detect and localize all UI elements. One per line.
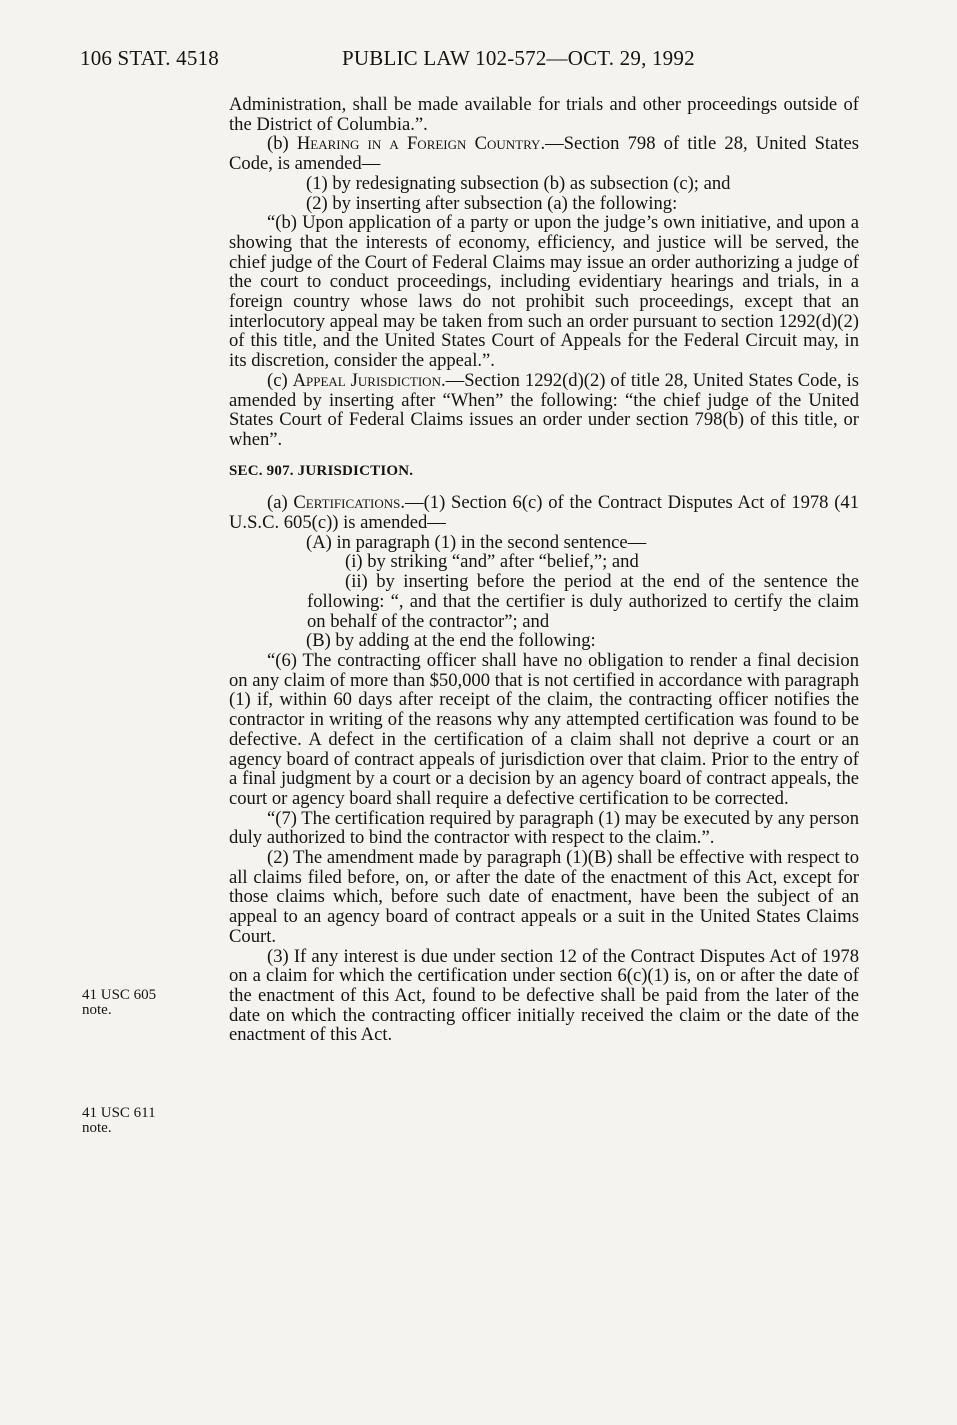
paragraph-3: (3) If any interest is due under section 12 of the Contract Disputes Act of 1978 on a claim for which the certification under section 6(c)(1) is, on or after the date of the enactment of this Act, found to be defective shall be paid from the later of the date on which the contracting officer initially received the claim or the date of the enactment of this Act. bbox=[229, 945, 859, 1046]
paragraph: (B) by adding at the end the following: bbox=[306, 630, 596, 652]
margin-note-41-usc-611 bbox=[82, 1106, 192, 1136]
subsection-text: .—Section 1292(d)(2) of title 28, United States Code, is amended by inserting after “When” the following: “the chief judge of the United States Court of Federal Claims issues an order under section 798(b) of this title, or when”. bbox=[229, 369, 859, 450]
margin-note-line: note. bbox=[82, 1002, 112, 1018]
subsection-caption: Certifications bbox=[293, 492, 401, 514]
paragraph: (A) in paragraph (1) in the second sentence— bbox=[306, 531, 647, 553]
subsection-text: .—(1) Section 6(c) of the Contract Disputes Act of 1978 (41 U.S.C. 605(c)) is amended— bbox=[229, 492, 859, 534]
stat-page-number: 106 STAT. 4518 bbox=[80, 46, 219, 70]
paragraph: Administration, shall be made available for trials and other proceedings outside of the District of Columbia.”. bbox=[229, 94, 859, 135]
subsection-a bbox=[229, 493, 859, 532]
subsection-label: (a) bbox=[267, 492, 294, 514]
document-body bbox=[229, 95, 859, 1045]
margin-note-line: 41 USC 605 bbox=[82, 987, 157, 1003]
subsection-caption: Appeal Jurisdiction bbox=[292, 369, 441, 391]
margin-note-line: 41 USC 611 bbox=[82, 1105, 156, 1121]
quoted-paragraph-7: “(7) The certification required by paragraph (1) may be executed by any person duly authorized to bind the contractor with respect to the claim.”. bbox=[229, 807, 859, 849]
paragraph-2: (2) The amendment made by paragraph (1)(B) shall be effective with respect to all claims filed before, on, or after the date of the enactment of this Act, except for those claims which, before such date of enactment, have been the subject of an appeal to an agency board of contract appeals or a suit in the United States Claims Court. bbox=[229, 847, 859, 947]
quoted-subsection: “(b) Upon application of a party or upon the judge’s own initiative, and upon a showing that the interests of economy, efficiency, and justice will be served, the chief judge of the Court of Federal Claims may issue an order authorizing a judge of the court to conduct proceedings, including evidentiary hearings and trials, in a foreign country whose laws do not prohibit such proceedings, except that an interlocutory appeal may be taken from such an order pursuant to section 1292(d)(2) of this title, and the United States Court of Appeals for the Federal Circuit may, in its discretion, consider the appeal.”. bbox=[229, 212, 859, 372]
subsection-label: (b) bbox=[267, 133, 297, 155]
quoted-paragraph-6: “(6) The contracting officer shall have no obligation to render a final decision on any claim of more than $50,000 that is not certified in accordance with paragraph (1) if, within 60 days after receipt of the claim, the contracting officer notifies the contractor in writing of the reasons why any attempted certification was found to be defective. A defect in the certification of a claim shall not deprive a court or an agency board of contract appeals of jurisdiction over that claim. Prior to the entry of a final judgment by a court or a decision by an agency board of contract appeals, the court or agency board shall require a defective certification to be corrected. bbox=[229, 649, 859, 809]
subsection-caption: Hearing in a Foreign Country bbox=[296, 133, 541, 155]
subsection-text: .—Section 798 of title 28, United States Code, is amended— bbox=[229, 133, 859, 175]
paragraph: (ii) by inserting before the period at the end of the sentence the following: “, and that the certifier is duly authorized to certify the claim on behalf of the contractor”; and bbox=[307, 571, 859, 632]
subsection-c bbox=[229, 371, 859, 450]
paragraph: (2) by inserting after subsection (a) the following: bbox=[306, 192, 678, 214]
subsection-b bbox=[229, 134, 859, 173]
section-heading: SEC. 907. JURISDICTION. bbox=[229, 462, 414, 479]
public-law-citation: PUBLIC LAW 102-572—OCT. 29, 1992 bbox=[342, 46, 695, 70]
subsection-label: (c) bbox=[267, 369, 293, 391]
margin-note-line: note. bbox=[82, 1120, 112, 1136]
paragraph: (1) by redesignating subsection (b) as subsection (c); and bbox=[306, 172, 731, 194]
paragraph: (i) by striking “and” after “belief,”; and bbox=[345, 551, 639, 573]
margin-note-41-usc-605 bbox=[82, 988, 192, 1018]
